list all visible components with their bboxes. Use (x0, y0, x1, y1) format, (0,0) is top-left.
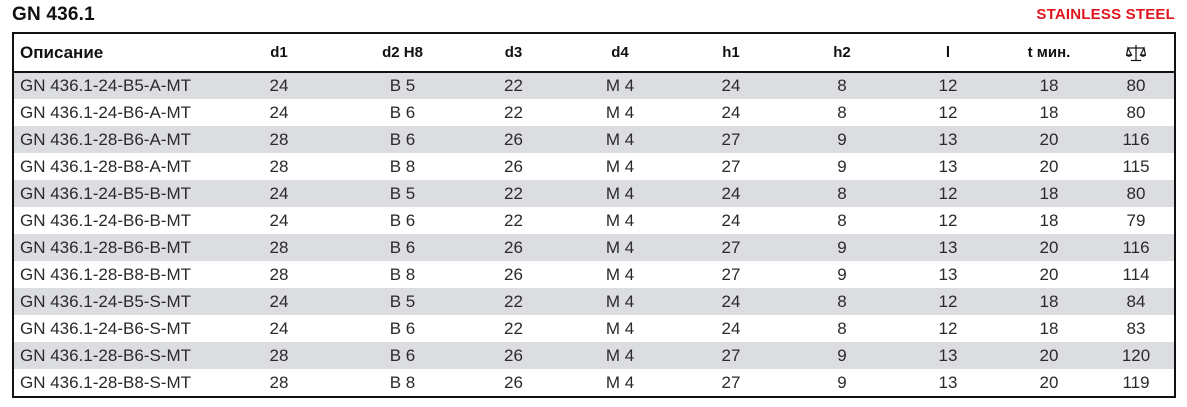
cell-value: M 4 (605, 102, 635, 122)
cell-value: 80 (1126, 102, 1146, 122)
cell-value: 79 (1126, 210, 1146, 230)
cell-value: 9 (837, 129, 847, 149)
col-header-d3: d3 (461, 34, 566, 72)
cell-value: 26 (504, 264, 523, 284)
cell-description: GN 436.1-24-B5-S-MT (20, 291, 191, 311)
cell-value: 26 (504, 129, 523, 149)
cell-value: B 6 (389, 210, 416, 230)
cell-value: 9 (837, 156, 847, 176)
cell-description: GN 436.1-24-B6-A-MT (20, 102, 191, 122)
cell-value: 28 (269, 129, 289, 149)
cell-value: 26 (504, 237, 523, 257)
cell-value: 9 (837, 237, 847, 257)
cell-value: 24 (721, 318, 741, 338)
cell-value: M 4 (605, 183, 635, 203)
cell-value: 24 (269, 210, 289, 230)
cell-value: 24 (269, 318, 289, 338)
weight-scale-icon (1126, 44, 1146, 62)
cell-value: M 4 (605, 318, 635, 338)
cell-value: 18 (1039, 76, 1059, 95)
cell-description: GN 436.1-28-B6-A-MT (20, 129, 191, 149)
table-row (14, 234, 1174, 261)
header (12, 4, 1175, 28)
cell-value: 22 (504, 318, 523, 338)
cell-value: 24 (721, 102, 741, 122)
table-row (14, 207, 1174, 234)
cell-value: M 4 (605, 264, 635, 284)
cell-description: GN 436.1-24-B5-B-MT (20, 183, 191, 203)
cell-value: B 6 (389, 237, 416, 257)
col-header-d4: d4 (566, 34, 674, 72)
cell-value: 24 (721, 210, 741, 230)
cell-value: 120 (1121, 345, 1151, 365)
cell-value: 27 (721, 129, 741, 149)
cell-value: B 6 (389, 129, 416, 149)
cell-value: 13 (938, 156, 958, 176)
cell-value: 12 (938, 102, 958, 122)
cell-value: 12 (938, 291, 958, 311)
cell-value: M 4 (605, 345, 635, 365)
cell-value: 13 (938, 345, 958, 365)
col-header-h2: h2 (788, 34, 896, 72)
cell-value: 12 (938, 210, 958, 230)
cell-value: 8 (837, 76, 847, 95)
cell-value: M 4 (605, 291, 635, 311)
cell-value: 83 (1126, 318, 1146, 338)
cell-value: 9 (837, 345, 847, 365)
cell-value: B 8 (389, 156, 416, 176)
material-label: STAINLESS STEEL (1036, 6, 1175, 23)
cell-value: 13 (938, 129, 958, 149)
cell-value: 27 (721, 345, 741, 365)
cell-value: 13 (938, 264, 958, 284)
cell-value: B 6 (389, 318, 416, 338)
cell-value: B 5 (389, 291, 416, 311)
table-row (14, 153, 1174, 180)
cell-value: 24 (269, 291, 289, 311)
cell-value: 8 (837, 210, 847, 230)
cell-value: 26 (504, 345, 523, 365)
cell-value: 27 (721, 237, 741, 257)
cell-value: 9 (837, 264, 847, 284)
cell-value: 22 (504, 291, 523, 311)
cell-value: 13 (938, 237, 958, 257)
cell-value: 18 (1039, 318, 1059, 338)
cell-value: M 4 (605, 372, 635, 392)
cell-value: B 8 (389, 372, 416, 392)
cell-value: 116 (1122, 129, 1150, 149)
cell-value: M 4 (605, 76, 635, 95)
cell-description: GN 436.1-28-B8-B-MT (20, 264, 191, 284)
cell-value: 20 (1039, 129, 1059, 149)
cell-value: 116 (1122, 237, 1150, 257)
col-header-weight (1098, 34, 1174, 72)
cell-value: 27 (721, 372, 741, 392)
table-row (14, 261, 1174, 288)
col-header-t-min: t мин. (1000, 34, 1098, 72)
spec-table-frame (12, 32, 1176, 398)
cell-value: M 4 (605, 237, 635, 257)
cell-value: 27 (721, 156, 741, 176)
cell-value: 84 (1126, 291, 1146, 311)
cell-value: 80 (1126, 183, 1146, 203)
cell-value: 26 (504, 372, 523, 392)
cell-value: 9 (837, 372, 847, 392)
cell-value: B 6 (389, 102, 416, 122)
cell-value: 28 (269, 345, 289, 365)
cell-value: 24 (269, 76, 289, 95)
cell-value: B 5 (389, 183, 416, 203)
cell-value: 12 (938, 183, 958, 203)
table-header-row (14, 34, 1174, 72)
cell-value: 8 (837, 102, 847, 122)
cell-value: 22 (504, 210, 523, 230)
cell-value: 24 (269, 183, 289, 203)
cell-value: 8 (837, 291, 847, 311)
cell-value: 22 (504, 183, 523, 203)
cell-value: 18 (1039, 102, 1059, 122)
table-row (14, 369, 1174, 396)
cell-value: 28 (269, 156, 289, 176)
cell-value: 28 (269, 237, 289, 257)
cell-description: GN 436.1-24-B6-S-MT (20, 318, 191, 338)
cell-value: 18 (1039, 291, 1059, 311)
cell-value: 22 (504, 102, 523, 122)
cell-value: 13 (938, 372, 958, 392)
table-row (14, 126, 1174, 153)
cell-value: 24 (721, 291, 741, 311)
table-row (14, 315, 1174, 342)
cell-value: 20 (1039, 237, 1059, 257)
cell-value: 20 (1039, 264, 1059, 284)
cell-value: M 4 (605, 129, 635, 149)
cell-value: 115 (1122, 156, 1150, 176)
cell-value: 20 (1039, 156, 1059, 176)
cell-value: 26 (504, 156, 523, 176)
table-row (14, 99, 1174, 126)
cell-value: B 8 (389, 264, 416, 284)
cell-value: 24 (721, 76, 741, 95)
product-title: GN 436.1 (12, 4, 95, 25)
cell-description: GN 436.1-24-B5-A-MT (20, 76, 191, 95)
cell-value: 80 (1126, 76, 1146, 95)
cell-value: 27 (721, 264, 741, 284)
cell-value: 12 (938, 76, 958, 95)
cell-description: GN 436.1-28-B6-S-MT (20, 345, 191, 365)
cell-value: 12 (938, 318, 958, 338)
cell-value: 24 (269, 102, 289, 122)
cell-description: GN 436.1-28-B6-B-MT (20, 237, 191, 257)
col-header-l: l (896, 34, 1000, 72)
table-body (14, 72, 1174, 396)
table-row (14, 288, 1174, 315)
cell-value: 18 (1039, 210, 1059, 230)
cell-value: 20 (1039, 345, 1059, 365)
cell-description: GN 436.1-24-B6-B-MT (20, 210, 191, 230)
cell-value: 22 (504, 76, 523, 95)
col-header-d1: d1 (214, 34, 344, 72)
cell-description: GN 436.1-28-B8-S-MT (20, 372, 191, 392)
cell-value: 28 (269, 264, 289, 284)
table-row (14, 342, 1174, 369)
col-header-h1: h1 (674, 34, 788, 72)
table-row (14, 72, 1174, 99)
cell-value: 24 (721, 183, 741, 203)
table-row (14, 180, 1174, 207)
cell-value: 18 (1039, 183, 1059, 203)
cell-value: M 4 (605, 210, 635, 230)
cell-value: 8 (837, 183, 847, 203)
cell-value: B 5 (389, 76, 416, 95)
cell-value: 8 (837, 318, 847, 338)
col-header-d2: d2 H8 (344, 34, 461, 72)
cell-description: GN 436.1-28-B8-A-MT (20, 156, 191, 176)
cell-value: M 4 (605, 156, 635, 176)
cell-value: 28 (269, 372, 289, 392)
cell-value: 119 (1122, 372, 1150, 392)
cell-value: 114 (1122, 264, 1150, 284)
spec-table (14, 34, 1174, 396)
cell-value: B 6 (389, 345, 416, 365)
col-header-description: Описание (14, 34, 214, 72)
cell-value: 20 (1039, 372, 1059, 392)
